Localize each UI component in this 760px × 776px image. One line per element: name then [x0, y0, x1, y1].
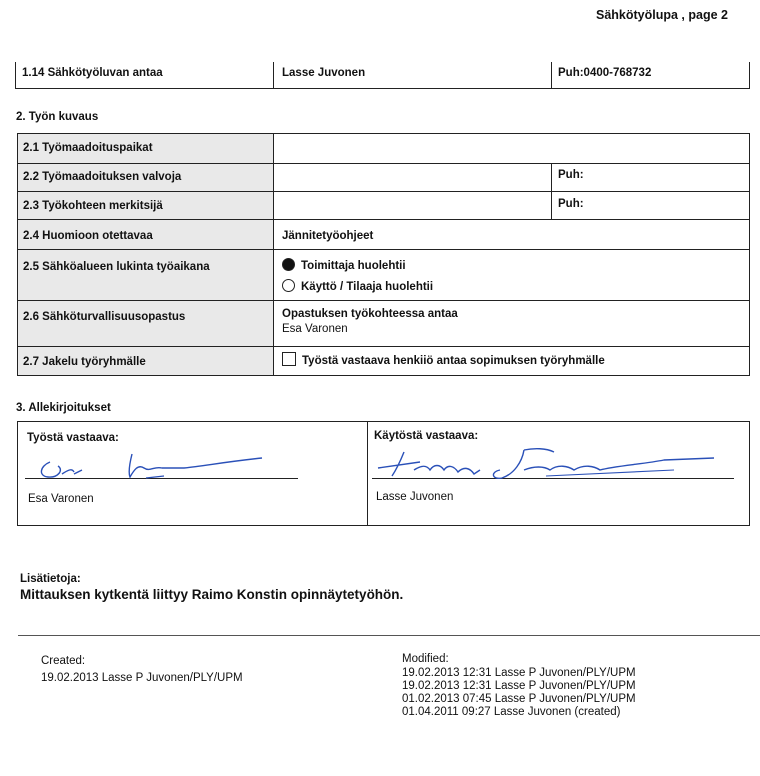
- row-2-3-phone: Puh:: [558, 198, 584, 210]
- row-2-6-label: 2.6 Sähköturvallisuusopastus: [23, 311, 186, 323]
- left-signer-label: Työstä vastaava:: [27, 432, 119, 444]
- extra-info-text: Mittauksen kytkentä liittyy Raimo Konstin opinnäytetyöhön.: [20, 587, 404, 602]
- row-2-2-label: 2.2 Työmaadoituksen valvoja: [23, 171, 182, 183]
- right-signer-label: Käytöstä vastaava:: [374, 430, 479, 442]
- row-2-1-label: 2.1 Työmaadoituspaikat: [23, 142, 153, 154]
- radio-filled-icon: [282, 258, 295, 271]
- modified-label: Modified:: [402, 653, 449, 665]
- modified-entry: 01.02.2013 07:45 Lasse P Juvonen/PLY/UPM: [402, 693, 636, 705]
- row-2-4-value: Jännitetyöohjeet: [282, 230, 374, 242]
- footer-divider: [18, 635, 760, 636]
- row-2-6-line1: Opastuksen työkohteessa antaa: [282, 308, 458, 320]
- radio-empty-icon: [282, 279, 295, 292]
- row-2-7-label: 2.7 Jakelu työryhmälle: [23, 356, 146, 368]
- page-header-title: Sähkötyölupa , page 2: [596, 8, 728, 22]
- row-2-6-line2: Esa Varonen: [282, 323, 348, 335]
- row-2-2-phone: Puh:: [558, 169, 584, 181]
- distribution-checkbox[interactable]: Työstä vastaava henkiiö antaa sopimuksen työryhmälle: [282, 352, 605, 367]
- created-label: Created:: [41, 655, 86, 667]
- modified-entry: 19.02.2013 12:31 Lasse P Juvonen/PLY/UPM: [402, 680, 636, 692]
- section-2-title: 2. Työn kuvaus: [16, 111, 99, 123]
- row-1-14-phone: Puh:0400-768732: [558, 67, 652, 79]
- right-signer-name: Lasse Juvonen: [376, 491, 454, 503]
- row-1-14-name: Lasse Juvonen: [282, 67, 366, 79]
- left-signature: [34, 444, 274, 484]
- section-3-title: 3. Allekirjoitukset: [16, 402, 111, 414]
- row-2-3-label: 2.3 Työkohteen merkitsijä: [23, 200, 163, 212]
- row-1-14-label: 1.14 Sähkötyöluvan antaa: [22, 67, 163, 79]
- created-entry: 19.02.2013 Lasse P Juvonen/PLY/UPM: [41, 672, 243, 684]
- checkbox-icon: [282, 352, 296, 366]
- row-2-4-label: 2.4 Huomioon otettavaa: [23, 230, 153, 242]
- modified-entry: 19.02.2013 12:31 Lasse P Juvonen/PLY/UPM: [402, 667, 636, 679]
- lock-option-supplier[interactable]: Toimittaja huolehtii: [282, 258, 406, 272]
- right-signature: [374, 440, 719, 488]
- modified-entry: 01.04.2011 09:27 Lasse Juvonen (created): [402, 706, 621, 718]
- left-signer-name: Esa Varonen: [28, 493, 94, 505]
- row-2-5-label: 2.5 Sähköalueen lukinta työaikana: [23, 261, 210, 273]
- lock-option-customer[interactable]: Käyttö / Tilaaja huolehtii: [282, 279, 433, 293]
- extra-info-label: Lisätietoja:: [20, 573, 81, 585]
- modified-list: [402, 667, 636, 719]
